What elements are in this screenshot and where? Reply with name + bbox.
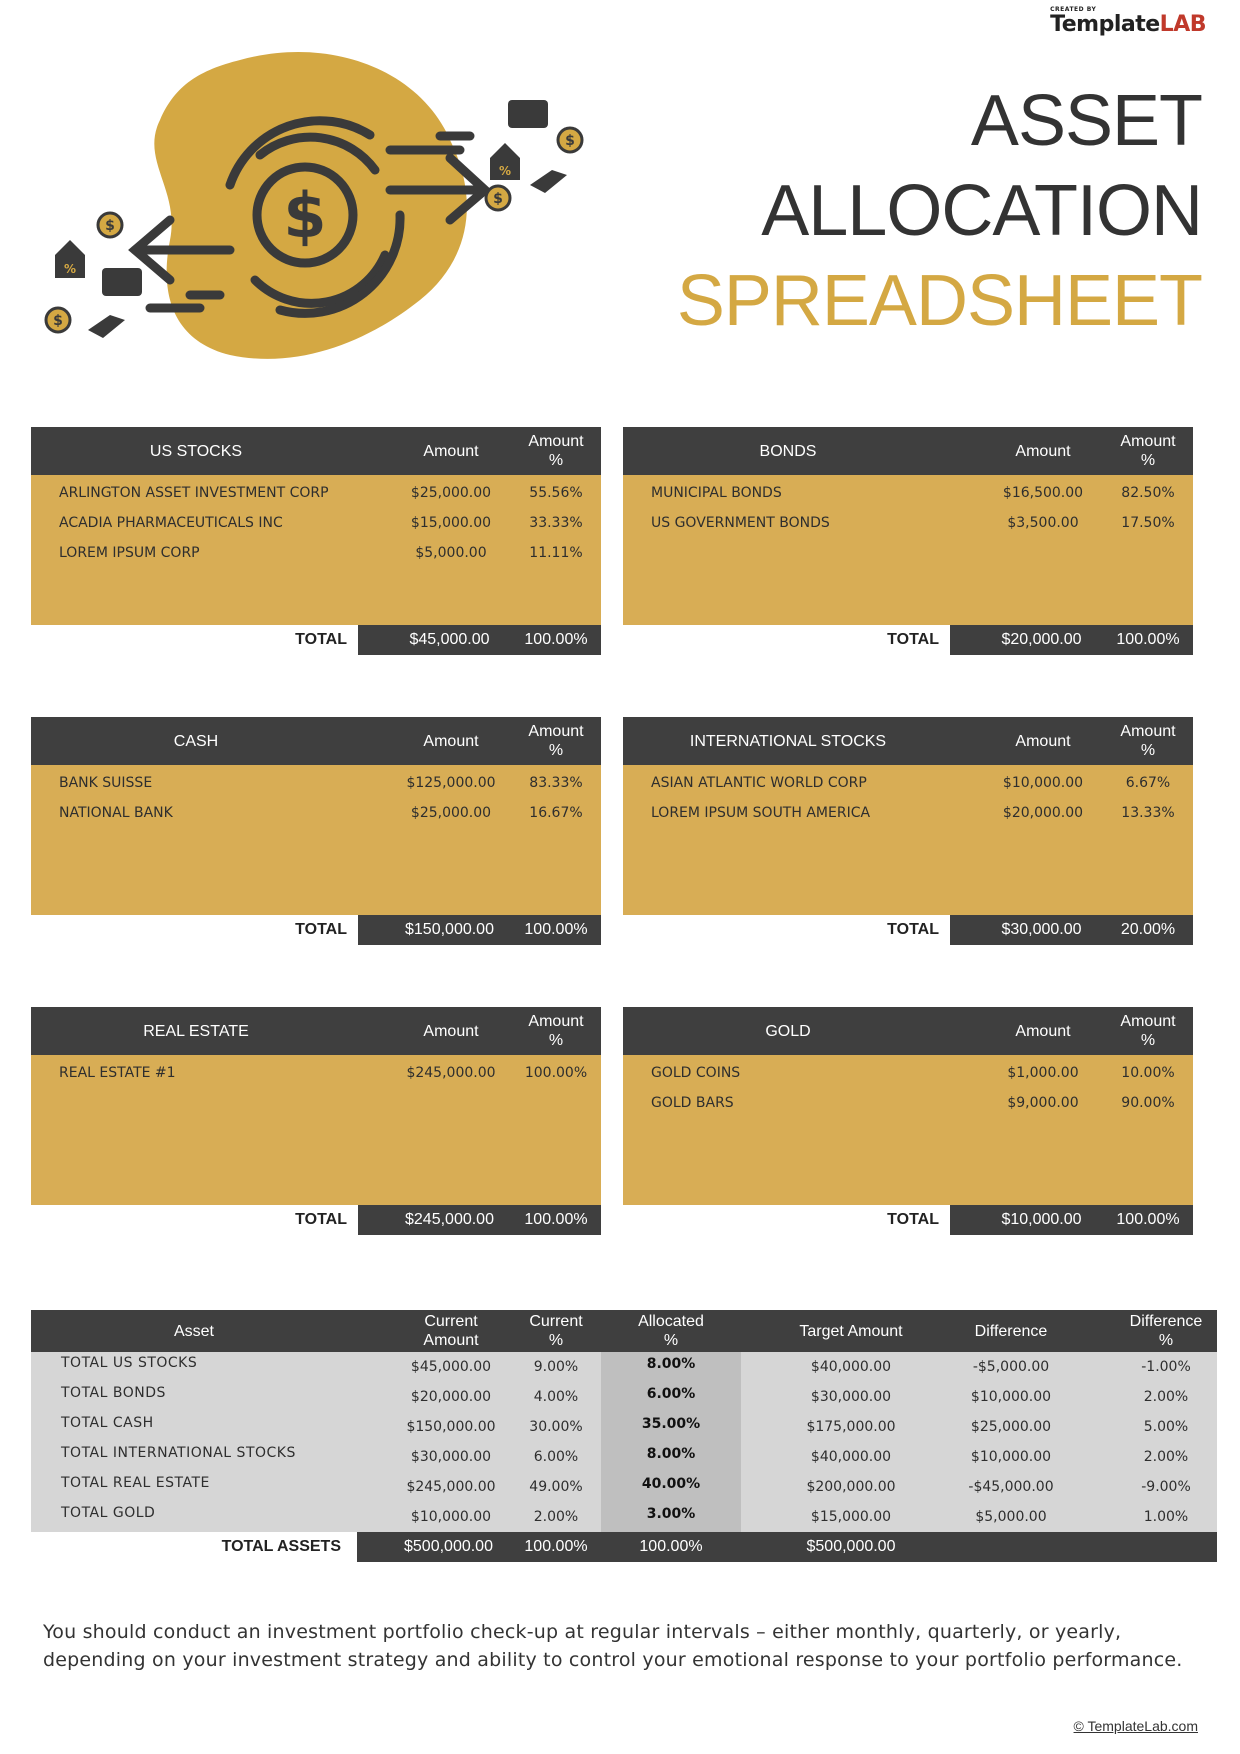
- total-label: TOTAL: [295, 631, 347, 648]
- total-amount: $45,000.00: [409, 631, 490, 648]
- table-row: [31, 1352, 1217, 1382]
- summary-total-row: [31, 1532, 1217, 1562]
- total-amount: $10,000.00: [1001, 1211, 1082, 1228]
- summary-current-amount: $30,000.00: [410, 1449, 492, 1465]
- header-amount: Amount: [1015, 732, 1071, 750]
- header-asset: Asset: [173, 1322, 214, 1340]
- total-amount: $20,000.00: [1001, 631, 1082, 648]
- summary-current-pct: 9.00%: [533, 1359, 579, 1375]
- table-title: REAL ESTATE: [143, 1022, 249, 1040]
- brand-logo: [1050, 6, 1206, 36]
- summary-difference-pct: -9.00%: [1141, 1479, 1191, 1495]
- header-target-amount: Target Amount: [799, 1322, 903, 1340]
- table-header: [623, 1007, 1193, 1055]
- total-pct: 100.00%: [1116, 631, 1180, 648]
- table-row: [623, 508, 1193, 538]
- category-table: [31, 1007, 601, 1235]
- row-name: LOREM IPSUM SOUTH AMERICA: [651, 805, 871, 821]
- header-amount: Amount: [1015, 1022, 1071, 1040]
- row-amount: $245,000.00: [406, 1065, 496, 1081]
- table-row: [31, 798, 601, 828]
- summary-difference-pct: 2.00%: [1143, 1449, 1189, 1465]
- summary-current-amount: $20,000.00: [410, 1389, 492, 1405]
- header-current-pct: Current %: [529, 1313, 583, 1349]
- total-pct: 20.00%: [1120, 921, 1176, 938]
- row-amount: $125,000.00: [406, 775, 496, 791]
- svg-text:%: %: [63, 262, 77, 276]
- table-header: [31, 1007, 601, 1055]
- header-current-amount: Current Amount: [423, 1313, 479, 1349]
- table-header: [31, 427, 601, 475]
- total-pct: 100.00%: [524, 1211, 588, 1228]
- summary-difference: $10,000.00: [970, 1449, 1052, 1465]
- row-amount: $10,000.00: [1002, 775, 1084, 791]
- summary-difference-pct: 1.00%: [1143, 1509, 1189, 1525]
- row-amount: $20,000.00: [1002, 805, 1084, 821]
- row-pct: 13.33%: [1121, 805, 1175, 821]
- table-row: [623, 798, 1193, 828]
- summary-asset: TOTAL US STOCKS: [61, 1355, 198, 1371]
- row-name: NATIONAL BANK: [59, 805, 173, 821]
- header-allocated-pct: Allocated %: [638, 1313, 704, 1349]
- summary-current-pct: 49.00%: [529, 1479, 583, 1495]
- title-line-1: ASSET: [970, 81, 1202, 161]
- header-difference-pct: Difference %: [1129, 1313, 1203, 1349]
- summary-target-amount: $200,000.00: [806, 1479, 896, 1495]
- total-current-amount: $500,000.00: [404, 1538, 493, 1555]
- total-pct: 100.00%: [1116, 1211, 1180, 1228]
- total-target-amount: $500,000.00: [806, 1538, 896, 1555]
- row-name: REAL ESTATE #1: [59, 1065, 176, 1081]
- table-row: [623, 1058, 1193, 1088]
- table-body: [623, 765, 1193, 915]
- row-amount: $3,500.00: [1007, 515, 1079, 531]
- table-row: [31, 1472, 1217, 1502]
- row-amount: $25,000.00: [410, 485, 492, 501]
- svg-text:$: $: [53, 313, 63, 329]
- table-body: [31, 765, 601, 915]
- advice-note: You should conduct an investment portfolio check-up at regular intervals – either monthly, quarterly, or yearly, depending on your investment strategy and ability to control your emotional response to your portfolio performance.: [43, 1621, 1183, 1671]
- header-pct: Amount %: [1120, 1013, 1176, 1049]
- row-name: GOLD BARS: [651, 1095, 734, 1111]
- total-row: [623, 625, 1193, 655]
- table-row: [31, 538, 601, 568]
- summary-allocated-pct[interactable]: 6.00%: [646, 1386, 696, 1402]
- row-amount: $1,000.00: [1007, 1065, 1079, 1081]
- header-pct: Amount %: [528, 433, 584, 469]
- svg-text:$: $: [283, 179, 327, 252]
- svg-text:%: %: [498, 164, 512, 178]
- summary-current-amount: $150,000.00: [406, 1419, 496, 1435]
- summary-difference-pct: -1.00%: [1141, 1359, 1191, 1375]
- row-name: ARLINGTON ASSET INVESTMENT CORP: [59, 485, 329, 501]
- table-row: [31, 1382, 1217, 1412]
- summary-current-pct: 2.00%: [533, 1509, 579, 1525]
- row-pct: 82.50%: [1121, 485, 1175, 501]
- row-amount: $5,000.00: [415, 545, 487, 561]
- category-table: [31, 427, 601, 655]
- total-label: TOTAL: [887, 631, 939, 648]
- brand-name-a: Template: [1050, 12, 1160, 37]
- summary-allocated-pct[interactable]: 8.00%: [646, 1356, 696, 1372]
- total-amount: $245,000.00: [405, 1211, 494, 1228]
- table-body: [31, 1055, 601, 1205]
- category-table: [623, 717, 1193, 945]
- total-row: [623, 915, 1193, 945]
- summary-asset: TOTAL REAL ESTATE: [61, 1475, 210, 1491]
- table-row: [623, 1088, 1193, 1118]
- total-pct: 100.00%: [524, 921, 588, 938]
- table-row: [31, 508, 601, 538]
- brand-name-b: LAB: [1159, 12, 1206, 37]
- summary-current-pct: 4.00%: [533, 1389, 579, 1405]
- summary-target-amount: $30,000.00: [810, 1389, 892, 1405]
- header-pct: Amount %: [1120, 433, 1176, 469]
- total-row: [31, 625, 601, 655]
- table-row: [31, 1058, 601, 1088]
- svg-text:$: $: [565, 133, 575, 149]
- summary-difference-pct: 5.00%: [1143, 1419, 1189, 1435]
- footer-link[interactable]: © TemplateLab.com: [1073, 1718, 1198, 1734]
- summary-current-amount: $245,000.00: [406, 1479, 496, 1495]
- summary-allocated-pct[interactable]: 3.00%: [646, 1506, 696, 1522]
- svg-text:$: $: [493, 191, 503, 207]
- title-line-3: SPREADSHEET: [676, 261, 1202, 341]
- row-pct: 11.11%: [529, 545, 583, 561]
- svg-text:$: $: [105, 218, 115, 234]
- total-amount: $150,000.00: [405, 921, 494, 938]
- header-amount: Amount: [1015, 442, 1071, 460]
- row-pct: 100.00%: [524, 1065, 588, 1081]
- table-title: BONDS: [759, 442, 817, 460]
- summary-asset: TOTAL BONDS: [61, 1385, 166, 1401]
- row-name: ACADIA PHARMACEUTICALS INC: [59, 515, 283, 531]
- summary-asset: TOTAL GOLD: [61, 1505, 156, 1521]
- row-name: ASIAN ATLANTIC WORLD CORP: [651, 775, 867, 791]
- category-table: [31, 717, 601, 945]
- summary-header: [31, 1310, 1217, 1352]
- header-pct: Amount %: [528, 723, 584, 759]
- table-header: [623, 427, 1193, 475]
- row-pct: 17.50%: [1121, 515, 1175, 531]
- summary-current-pct: 6.00%: [533, 1449, 579, 1465]
- table-row: [31, 1502, 1217, 1532]
- total-allocated-pct: 100.00%: [639, 1538, 703, 1555]
- table-row: [31, 478, 601, 508]
- header-amount: Amount: [423, 1022, 479, 1040]
- total-current-pct: 100.00%: [524, 1538, 588, 1555]
- header-amount: Amount: [423, 732, 479, 750]
- row-amount: $16,500.00: [1002, 485, 1084, 501]
- row-amount: $25,000.00: [410, 805, 492, 821]
- total-label: TOTAL: [887, 921, 939, 938]
- table-title: GOLD: [765, 1022, 811, 1040]
- total-row: [31, 915, 601, 945]
- summary-current-pct: 30.00%: [529, 1419, 583, 1435]
- header-amount: Amount: [423, 442, 479, 460]
- total-label: TOTAL: [295, 921, 347, 938]
- page-title: [677, 76, 1202, 346]
- table-row: [623, 478, 1193, 508]
- table-body: [623, 475, 1193, 625]
- summary-body: [31, 1352, 1217, 1532]
- brand-created-by: CREATED BY: [1050, 6, 1097, 13]
- row-pct: 33.33%: [529, 515, 583, 531]
- table-title: INTERNATIONAL STOCKS: [689, 732, 887, 750]
- total-assets-label: TOTAL ASSETS: [221, 1538, 341, 1555]
- summary-target-amount: $40,000.00: [810, 1359, 892, 1375]
- summary-difference: -$45,000.00: [968, 1479, 1054, 1495]
- row-pct: 10.00%: [1121, 1065, 1175, 1081]
- summary-difference: -$5,000.00: [972, 1359, 1050, 1375]
- summary-asset: TOTAL INTERNATIONAL STOCKS: [61, 1445, 296, 1461]
- row-pct: 16.67%: [529, 805, 583, 821]
- row-amount: $9,000.00: [1007, 1095, 1079, 1111]
- total-label: TOTAL: [295, 1211, 347, 1228]
- table-title: US STOCKS: [149, 442, 243, 460]
- summary-difference: $25,000.00: [970, 1419, 1052, 1435]
- row-pct: 90.00%: [1121, 1095, 1175, 1111]
- header-pct: Amount %: [528, 1013, 584, 1049]
- header-difference: Difference: [974, 1322, 1048, 1340]
- summary-target-amount: $175,000.00: [806, 1419, 896, 1435]
- total-pct: 100.00%: [524, 631, 588, 648]
- summary-difference-pct: 2.00%: [1143, 1389, 1189, 1405]
- table-title: CASH: [173, 732, 219, 750]
- row-name: LOREM IPSUM CORP: [59, 545, 200, 561]
- total-amount: $30,000.00: [1001, 921, 1082, 938]
- summary-asset: TOTAL CASH: [61, 1415, 154, 1431]
- title-line-2: ALLOCATION: [761, 171, 1202, 251]
- row-pct: 55.56%: [529, 485, 583, 501]
- summary-allocated-pct[interactable]: 8.00%: [646, 1446, 696, 1462]
- category-table: [623, 427, 1193, 655]
- table-row: [31, 768, 601, 798]
- header-pct: Amount %: [1120, 723, 1176, 759]
- summary-difference: $5,000.00: [975, 1509, 1047, 1525]
- row-name: BANK SUISSE: [59, 775, 153, 791]
- row-amount: $15,000.00: [410, 515, 492, 531]
- summary-allocated-pct[interactable]: 40.00%: [641, 1476, 701, 1492]
- row-pct: 83.33%: [529, 775, 583, 791]
- summary-target-amount: $40,000.00: [810, 1449, 892, 1465]
- dollar-exchange-icon: [40, 40, 600, 370]
- row-name: US GOVERNMENT BONDS: [651, 515, 830, 531]
- table-body: [31, 475, 601, 625]
- category-table: [623, 1007, 1193, 1235]
- table-header: [623, 717, 1193, 765]
- row-pct: 6.67%: [1125, 775, 1171, 791]
- table-header: [31, 717, 601, 765]
- summary-target-amount: $15,000.00: [810, 1509, 892, 1525]
- table-row: [623, 768, 1193, 798]
- summary-current-amount: $10,000.00: [410, 1509, 492, 1525]
- summary-allocated-pct[interactable]: 35.00%: [641, 1416, 701, 1432]
- summary-difference: $10,000.00: [970, 1389, 1052, 1405]
- total-row: [31, 1205, 601, 1235]
- row-name: MUNICIPAL BONDS: [651, 485, 782, 501]
- summary-current-amount: $45,000.00: [410, 1359, 492, 1375]
- table-body: [623, 1055, 1193, 1205]
- summary-table: [31, 1310, 1217, 1562]
- total-label: TOTAL: [887, 1211, 939, 1228]
- row-name: GOLD COINS: [651, 1065, 741, 1081]
- total-row: [623, 1205, 1193, 1235]
